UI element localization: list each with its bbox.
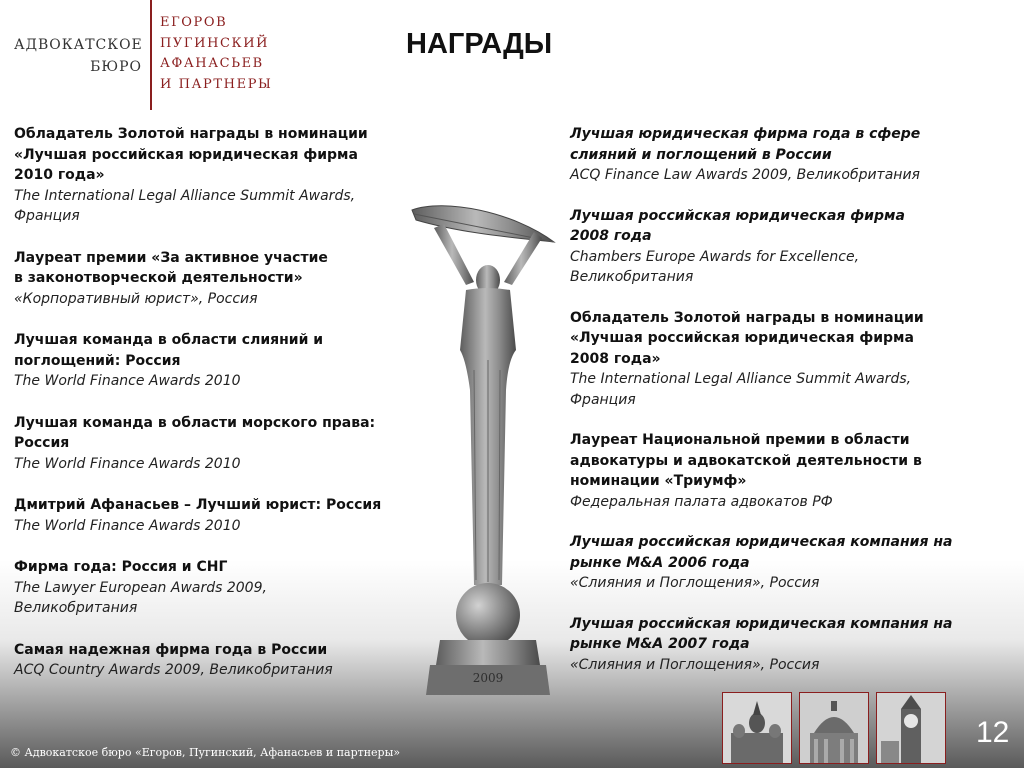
award-source: Федеральная палата адвокатов РФ — [570, 493, 833, 510]
award-source: The International Legal Alliance Summit Awards, Франция — [570, 371, 912, 408]
award-title: Обладатель Золотой награды в номинации «Лучшая российская юридическая фирма 2010 года» — [14, 126, 368, 183]
award-source: The World Finance Awards 2010 — [14, 455, 241, 472]
award-source: The Lawyer European Awards 2009, Великобритания — [14, 579, 267, 616]
award-item — [570, 206, 1000, 288]
logo-divider — [150, 0, 152, 110]
award-item — [570, 614, 1000, 676]
logo-line: И ПАРТНЕРЫ — [160, 76, 273, 92]
award-title: Лучшая российская юридическая компания на рынке M&A 2006 года — [570, 534, 953, 571]
copyright-text: © Адвокатское бюро «Егоров, Пугинский, Афанасьев и партнеры» — [10, 746, 401, 759]
awards-list-left — [14, 124, 424, 702]
award-title: Самая надежная фирма года в России — [14, 641, 328, 658]
award-item — [570, 430, 1000, 512]
award-statue-image — [404, 190, 574, 700]
award-item — [14, 248, 424, 310]
award-item — [570, 308, 1000, 411]
logo-line: ПУГИНСКИЙ — [160, 35, 270, 51]
award-source: ACQ Country Awards 2009, Великобритания — [14, 662, 333, 678]
logo-line: БЮРО — [90, 59, 142, 75]
logo-line: ЕГОРОВ — [160, 15, 228, 30]
award-source: The World Finance Awards 2010 — [14, 517, 241, 534]
award-title: Лучшая российская юридическая компания на рынке M&A 2007 года — [570, 615, 953, 652]
award-source: Chambers Europe Awards for Excellence, Великобритания — [570, 248, 860, 285]
award-item — [14, 124, 424, 227]
page-title: НАГРАДЫ — [406, 28, 553, 60]
award-source: The International Legal Alliance Summit Awards, Франция — [14, 187, 356, 224]
award-item — [14, 640, 424, 681]
award-source: «Корпоративный юрист», Россия — [14, 290, 258, 307]
award-title: Лучшая команда в области морского права: Россия — [14, 414, 376, 451]
award-title: Лучшая российская юридическая фирма 2008 года — [570, 207, 905, 244]
award-title: Лучшая команда в области слияний и поглощений: Россия — [14, 332, 324, 369]
award-title: Дмитрий Афанасьев – Лучший юрист: Россия — [14, 497, 382, 513]
award-title: Лучшая юридическая фирма года в сфере слияний и поглощений в России — [570, 126, 921, 163]
page-number: 12 — [976, 716, 1010, 749]
award-title: Фирма года: Россия и СНГ — [14, 559, 228, 575]
dome-photo — [799, 692, 869, 764]
award-source: The World Finance Awards 2010 — [14, 373, 241, 389]
award-source: «Слияния и Поглощения», Россия — [570, 575, 820, 591]
award-item — [14, 557, 424, 619]
award-item — [14, 495, 424, 536]
awards-list-right — [570, 124, 1000, 695]
award-item — [570, 124, 1000, 186]
award-source: «Слияния и Поглощения», Россия — [570, 656, 820, 673]
logo-left-text — [14, 34, 142, 78]
award-item — [14, 330, 424, 392]
award-source: ACQ Finance Law Awards 2009, Великобритания — [570, 167, 920, 183]
award-title: Лауреат Национальной премии в области адвокатуры и адвокатской деятельности в номинации «Триумф» — [570, 432, 922, 489]
award-title: Лауреат премии «За активное участие в законотворческой деятельности» — [14, 249, 328, 286]
logo-line: АДВОКАТСКОЕ — [14, 37, 143, 53]
statue-year: 2009 — [472, 671, 504, 685]
cathedral-photo — [722, 692, 792, 764]
award-item — [570, 532, 1000, 594]
logo-line: АФАНАСЬЕВ — [160, 56, 264, 71]
logo-right-text — [160, 13, 272, 95]
award-item — [14, 413, 424, 475]
award-title: Обладатель Золотой награды в номинации «Лучшая российская юридическая фирма 2008 года» — [570, 309, 924, 367]
clock-tower-photo — [876, 692, 946, 764]
